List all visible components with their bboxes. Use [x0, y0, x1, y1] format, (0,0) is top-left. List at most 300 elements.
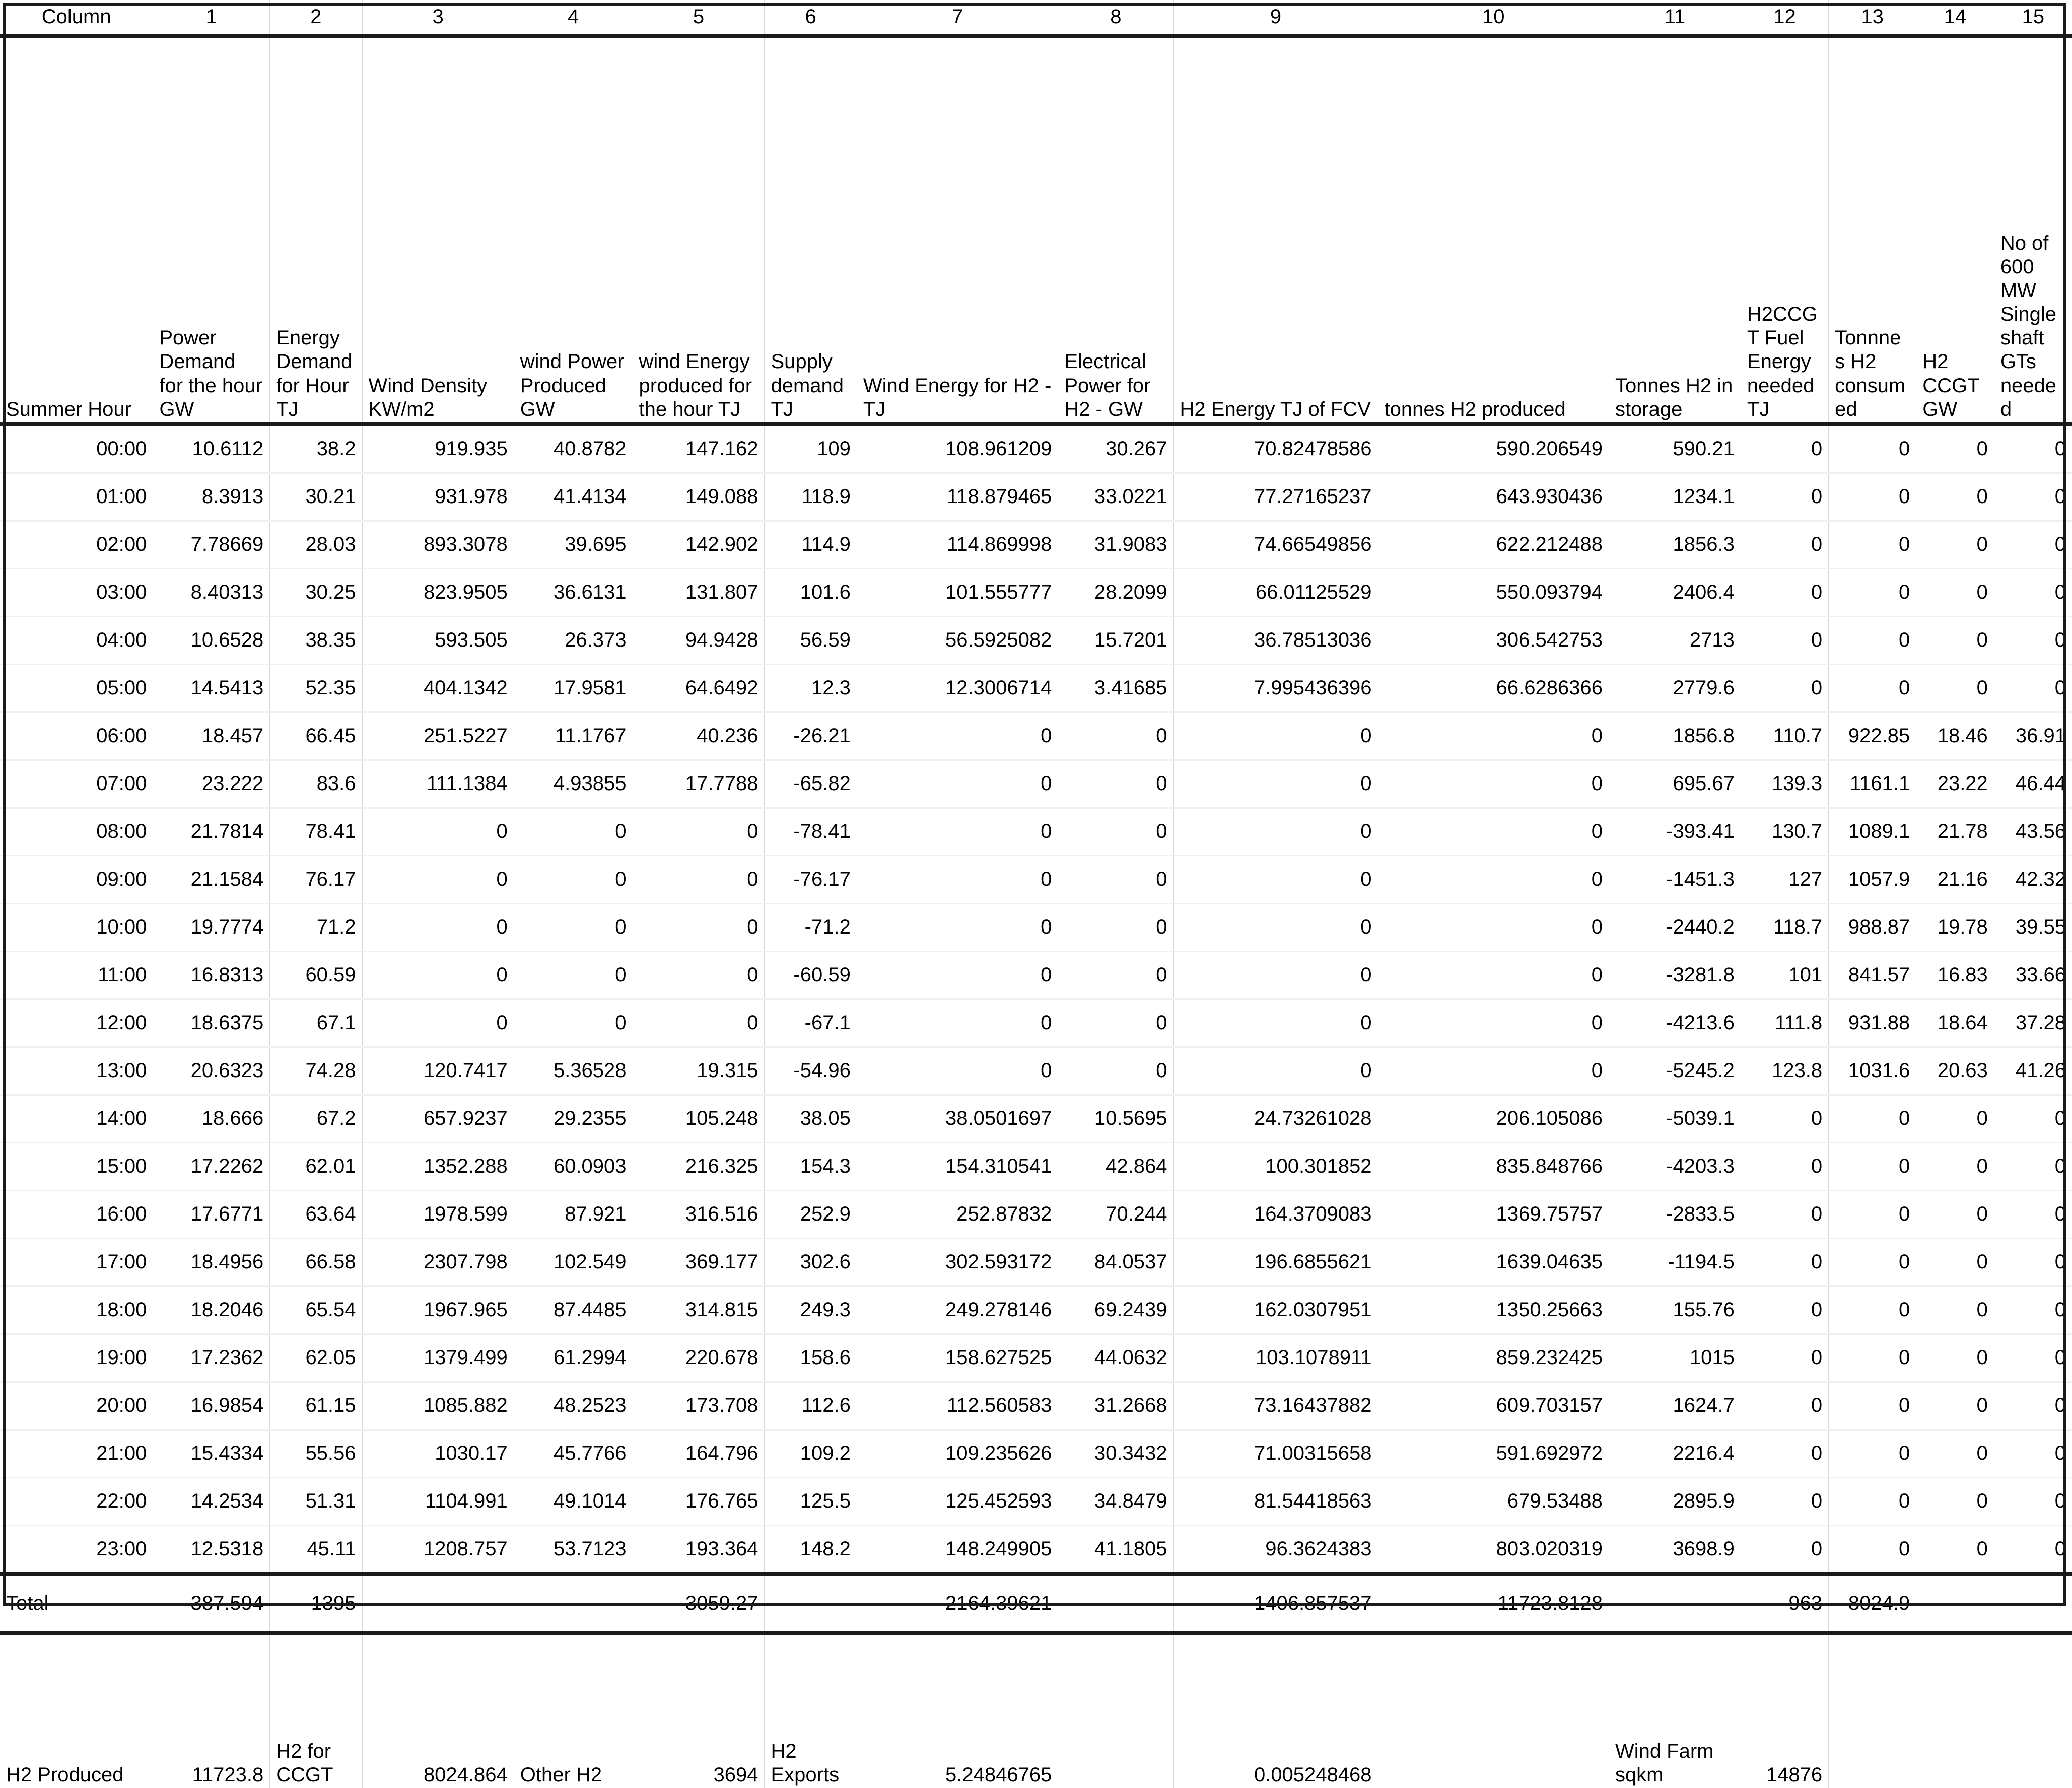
cell-col-8: 31.9083: [1058, 521, 1173, 569]
cell-col-9: 196.6855621: [1173, 1239, 1378, 1286]
cell-col-13: 1161.1: [1829, 760, 1916, 808]
cell-col-12: 118.7: [1741, 904, 1828, 952]
total-cell-11: [1609, 1575, 1741, 1633]
cell-col-14: 20.63: [1916, 1047, 1994, 1095]
cell-col-14: 0: [1916, 424, 1994, 473]
row-hour-label: 17:00: [0, 1239, 153, 1286]
cell-col-2: 62.05: [270, 1334, 362, 1382]
cell-col-5: 216.325: [633, 1143, 765, 1191]
cell-col-15: 0: [1994, 1286, 2072, 1334]
cell-col-8: 28.2099: [1058, 569, 1173, 617]
total-cell-2: 1395: [270, 1575, 362, 1633]
row-hour-label: 22:00: [0, 1478, 153, 1526]
cell-col-8: 15.7201: [1058, 617, 1173, 665]
cell-col-12: 111.8: [1741, 999, 1828, 1047]
cell-col-12: 0: [1741, 1286, 1828, 1334]
cell-col-10: 0: [1378, 760, 1609, 808]
cell-col-2: 28.03: [270, 521, 362, 569]
cell-col-2: 51.31: [270, 1478, 362, 1526]
cell-col-5: 176.765: [633, 1478, 765, 1526]
cell-col-7: 109.235626: [857, 1430, 1058, 1478]
cell-col-4: 4.93855: [514, 760, 633, 808]
cell-col-1: 18.4956: [153, 1239, 270, 1286]
footer-blank-11: [1378, 1633, 1609, 1788]
cell-col-5: 149.088: [633, 473, 765, 521]
total-cell-10: 11723.8128: [1378, 1575, 1609, 1633]
row-hour-label: 01:00: [0, 473, 153, 521]
footer-h2-for-ccgt-value: 8024.864: [362, 1633, 514, 1788]
total-cell-5: 3059.27: [633, 1575, 765, 1633]
cell-col-3: 1208.757: [362, 1526, 514, 1575]
table-row: [0, 856, 2072, 904]
cell-col-6: 112.6: [765, 1382, 857, 1430]
cell-col-14: 16.83: [1916, 952, 1994, 999]
header-wind-density: Wind Density KW/m2: [362, 36, 514, 424]
cell-col-8: 0: [1058, 999, 1173, 1047]
cell-col-15: 41.26: [1994, 1047, 2072, 1095]
row-hour-label: 03:00: [0, 569, 153, 617]
cell-col-14: 0: [1916, 1334, 1994, 1382]
cell-col-15: 0: [1994, 569, 2072, 617]
cell-col-8: 44.0632: [1058, 1334, 1173, 1382]
table-row: [0, 1095, 2072, 1143]
cell-col-6: 154.3: [765, 1143, 857, 1191]
cell-col-8: 30.3432: [1058, 1430, 1173, 1478]
cell-col-10: 1639.04635: [1378, 1239, 1609, 1286]
total-row: [0, 1575, 2072, 1633]
cell-col-2: 67.1: [270, 999, 362, 1047]
cell-col-11: -4203.3: [1609, 1143, 1741, 1191]
cell-col-13: 0: [1829, 1143, 1916, 1191]
cell-col-8: 34.8479: [1058, 1478, 1173, 1526]
cell-col-11: -393.41: [1609, 808, 1741, 856]
cell-col-8: 84.0537: [1058, 1239, 1173, 1286]
total-cell-4: [514, 1575, 633, 1633]
cell-col-9: 100.301852: [1173, 1143, 1378, 1191]
table-row: [0, 569, 2072, 617]
cell-col-12: 0: [1741, 1334, 1828, 1382]
cell-col-1: 17.2262: [153, 1143, 270, 1191]
cell-col-5: 0: [633, 904, 765, 952]
table-row: [0, 760, 2072, 808]
footer-other-h2-value: 3694: [633, 1633, 765, 1788]
cell-col-14: 18.64: [1916, 999, 1994, 1047]
cell-col-6: -67.1: [765, 999, 857, 1047]
cell-col-2: 30.25: [270, 569, 362, 617]
row-hour-label: 10:00: [0, 904, 153, 952]
cell-col-1: 14.2534: [153, 1478, 270, 1526]
cell-col-5: 17.7788: [633, 760, 765, 808]
column-number-4: 4: [514, 0, 633, 36]
cell-col-6: 148.2: [765, 1526, 857, 1575]
cell-col-10: 0: [1378, 856, 1609, 904]
cell-col-10: 622.212488: [1378, 521, 1609, 569]
table-row: [0, 521, 2072, 569]
cell-col-10: 0: [1378, 808, 1609, 856]
cell-col-15: 0: [1994, 521, 2072, 569]
cell-col-14: 0: [1916, 617, 1994, 665]
cell-col-13: 0: [1829, 1095, 1916, 1143]
cell-col-4: 36.6131: [514, 569, 633, 617]
cell-col-5: 314.815: [633, 1286, 765, 1334]
cell-col-2: 65.54: [270, 1286, 362, 1334]
cell-col-2: 62.01: [270, 1143, 362, 1191]
cell-col-13: 0: [1829, 424, 1916, 473]
cell-col-10: 1369.75757: [1378, 1191, 1609, 1239]
cell-col-2: 60.59: [270, 952, 362, 999]
cell-col-15: 43.56: [1994, 808, 2072, 856]
cell-col-9: 0: [1173, 856, 1378, 904]
cell-col-9: 71.00315658: [1173, 1430, 1378, 1478]
cell-col-4: 5.36528: [514, 1047, 633, 1095]
cell-col-6: 101.6: [765, 569, 857, 617]
cell-col-8: 30.267: [1058, 424, 1173, 473]
table-row: [0, 1334, 2072, 1382]
cell-col-2: 66.45: [270, 712, 362, 760]
cell-col-10: 550.093794: [1378, 569, 1609, 617]
cell-col-1: 15.4334: [153, 1430, 270, 1478]
cell-col-9: 81.54418563: [1173, 1478, 1378, 1526]
cell-col-7: 12.3006714: [857, 665, 1058, 712]
header-h2-ccgt-gw: H2 CCGT GW: [1916, 36, 1994, 424]
cell-col-14: 0: [1916, 1239, 1994, 1286]
cell-col-6: -65.82: [765, 760, 857, 808]
cell-col-10: 0: [1378, 904, 1609, 952]
cell-col-4: 48.2523: [514, 1382, 633, 1430]
cell-col-15: 0: [1994, 665, 2072, 712]
cell-col-6: -71.2: [765, 904, 857, 952]
cell-col-7: 158.627525: [857, 1334, 1058, 1382]
cell-col-9: 96.3624383: [1173, 1526, 1378, 1575]
row-hour-label: 13:00: [0, 1047, 153, 1095]
cell-col-12: 0: [1741, 569, 1828, 617]
cell-col-13: 0: [1829, 617, 1916, 665]
cell-col-8: 69.2439: [1058, 1286, 1173, 1334]
row-hour-label: 07:00: [0, 760, 153, 808]
column-number-9: 9: [1173, 0, 1378, 36]
cell-col-15: 0: [1994, 1095, 2072, 1143]
cell-col-3: 111.1384: [362, 760, 514, 808]
footer-blank-15: [1916, 1633, 1994, 1788]
cell-col-1: 21.7814: [153, 808, 270, 856]
cell-col-5: 19.315: [633, 1047, 765, 1095]
cell-col-13: 841.57: [1829, 952, 1916, 999]
cell-col-10: 859.232425: [1378, 1334, 1609, 1382]
cell-col-5: 173.708: [633, 1382, 765, 1430]
cell-col-9: 73.16437882: [1173, 1382, 1378, 1430]
cell-col-3: 919.935: [362, 424, 514, 473]
cell-col-11: 155.76: [1609, 1286, 1741, 1334]
table-row: [0, 1430, 2072, 1478]
cell-col-7: 0: [857, 1047, 1058, 1095]
header-supply-demand: Supply demand TJ: [765, 36, 857, 424]
row-hour-label: 12:00: [0, 999, 153, 1047]
cell-col-1: 19.7774: [153, 904, 270, 952]
cell-col-6: -76.17: [765, 856, 857, 904]
cell-col-11: -5039.1: [1609, 1095, 1741, 1143]
cell-col-12: 0: [1741, 1526, 1828, 1575]
cell-col-13: 0: [1829, 1239, 1916, 1286]
header-h2-energy-fcv: H2 Energy TJ of FCV: [1173, 36, 1378, 424]
cell-col-5: 142.902: [633, 521, 765, 569]
cell-col-8: 0: [1058, 856, 1173, 904]
cell-col-15: 33.66: [1994, 952, 2072, 999]
cell-col-1: 18.666: [153, 1095, 270, 1143]
cell-col-14: 0: [1916, 1095, 1994, 1143]
cell-col-15: 42.32: [1994, 856, 2072, 904]
cell-col-1: 23.222: [153, 760, 270, 808]
header-wind-power-produced: wind Power Produced GW: [514, 36, 633, 424]
cell-col-13: 0: [1829, 1191, 1916, 1239]
cell-col-7: 114.869998: [857, 521, 1058, 569]
cell-col-1: 16.9854: [153, 1382, 270, 1430]
table-row: [0, 617, 2072, 665]
cell-col-5: 164.796: [633, 1430, 765, 1478]
footer-wind-farm-sqkm-label: Wind Farm sqkm: [1609, 1633, 1741, 1788]
cell-col-6: 158.6: [765, 1334, 857, 1382]
cell-col-2: 74.28: [270, 1047, 362, 1095]
cell-col-10: 835.848766: [1378, 1143, 1609, 1191]
cell-col-12: 139.3: [1741, 760, 1828, 808]
cell-col-11: -5245.2: [1609, 1047, 1741, 1095]
column-number-6: 6: [765, 0, 857, 36]
cell-col-13: 931.88: [1829, 999, 1916, 1047]
cell-col-4: 102.549: [514, 1239, 633, 1286]
cell-col-10: 803.020319: [1378, 1526, 1609, 1575]
cell-col-14: 0: [1916, 1143, 1994, 1191]
cell-col-7: 118.879465: [857, 473, 1058, 521]
cell-col-15: 0: [1994, 1191, 2072, 1239]
cell-col-9: 164.3709083: [1173, 1191, 1378, 1239]
cell-col-3: 823.9505: [362, 569, 514, 617]
cell-col-9: 74.66549856: [1173, 521, 1378, 569]
cell-col-11: 3698.9: [1609, 1526, 1741, 1575]
cell-col-13: 0: [1829, 1526, 1916, 1575]
cell-col-13: 0: [1829, 1430, 1916, 1478]
cell-col-14: 0: [1916, 473, 1994, 521]
cell-col-3: 1085.882: [362, 1382, 514, 1430]
footer-h2-export-ratio: 0.005248468: [1173, 1633, 1378, 1788]
cell-col-5: 220.678: [633, 1334, 765, 1382]
cell-col-14: 21.16: [1916, 856, 1994, 904]
cell-col-3: 657.9237: [362, 1095, 514, 1143]
cell-col-1: 12.5318: [153, 1526, 270, 1575]
column-number-3: 3: [362, 0, 514, 36]
cell-col-9: 36.78513036: [1173, 617, 1378, 665]
cell-col-9: 0: [1173, 1047, 1378, 1095]
cell-col-2: 52.35: [270, 665, 362, 712]
cell-col-8: 0: [1058, 1047, 1173, 1095]
cell-col-11: 2895.9: [1609, 1478, 1741, 1526]
row-hour-label: 02:00: [0, 521, 153, 569]
cell-col-11: 2406.4: [1609, 569, 1741, 617]
column-number-14: 14: [1916, 0, 1994, 36]
column-number-12: 12: [1741, 0, 1828, 36]
cell-col-4: 0: [514, 856, 633, 904]
cell-col-9: 0: [1173, 760, 1378, 808]
cell-col-13: 1057.9: [1829, 856, 1916, 904]
cell-col-7: 154.310541: [857, 1143, 1058, 1191]
cell-col-7: 112.560583: [857, 1382, 1058, 1430]
footer-wind-farm-sqkm-value: 14876: [1741, 1633, 1828, 1788]
cell-col-6: -54.96: [765, 1047, 857, 1095]
cell-col-12: 0: [1741, 665, 1828, 712]
cell-col-14: 0: [1916, 569, 1994, 617]
cell-col-4: 53.7123: [514, 1526, 633, 1575]
cell-col-11: 1015: [1609, 1334, 1741, 1382]
cell-col-10: 1350.25663: [1378, 1286, 1609, 1334]
row-hour-label: 20:00: [0, 1382, 153, 1430]
row-hour-label: 08:00: [0, 808, 153, 856]
cell-col-9: 0: [1173, 952, 1378, 999]
cell-col-2: 78.41: [270, 808, 362, 856]
header-tonnes-h2-produced: tonnes H2 produced: [1378, 36, 1609, 424]
cell-col-2: 76.17: [270, 856, 362, 904]
cell-col-9: 162.0307951: [1173, 1286, 1378, 1334]
cell-col-8: 0: [1058, 760, 1173, 808]
total-cell-9: 1406.857537: [1173, 1575, 1378, 1633]
column-number-15: 15: [1994, 0, 2072, 36]
cell-col-1: 18.6375: [153, 999, 270, 1047]
cell-col-14: 0: [1916, 1382, 1994, 1430]
cell-col-10: 643.930436: [1378, 473, 1609, 521]
cell-col-3: 1030.17: [362, 1430, 514, 1478]
cell-col-3: 893.3078: [362, 521, 514, 569]
cell-col-15: 46.44: [1994, 760, 2072, 808]
cell-col-7: 0: [857, 856, 1058, 904]
cell-col-8: 0: [1058, 712, 1173, 760]
cell-col-11: -1451.3: [1609, 856, 1741, 904]
cell-col-10: 206.105086: [1378, 1095, 1609, 1143]
cell-col-3: 0: [362, 856, 514, 904]
footer-blank-14: [1829, 1633, 1916, 1788]
total-cell-6: [765, 1575, 857, 1633]
cell-col-10: 0: [1378, 712, 1609, 760]
cell-col-15: 0: [1994, 1143, 2072, 1191]
header-power-demand-gw: Power Demand for the hour GW: [153, 36, 270, 424]
footer-blank-9: [1058, 1633, 1173, 1788]
footer-h2-produced-label: H2 Produced: [0, 1633, 153, 1788]
cell-col-14: 0: [1916, 1191, 1994, 1239]
cell-col-5: 40.236: [633, 712, 765, 760]
table-row: [0, 1239, 2072, 1286]
cell-col-11: 2216.4: [1609, 1430, 1741, 1478]
cell-col-15: 0: [1994, 617, 2072, 665]
cell-col-12: 0: [1741, 473, 1828, 521]
cell-col-11: -4213.6: [1609, 999, 1741, 1047]
cell-col-10: 679.53488: [1378, 1478, 1609, 1526]
cell-col-9: 7.995436396: [1173, 665, 1378, 712]
cell-col-6: 118.9: [765, 473, 857, 521]
cell-col-11: 2779.6: [1609, 665, 1741, 712]
cell-col-3: 1352.288: [362, 1143, 514, 1191]
cell-col-15: 0: [1994, 1478, 2072, 1526]
cell-col-6: 252.9: [765, 1191, 857, 1239]
cell-col-4: 61.2994: [514, 1334, 633, 1382]
table-row: [0, 904, 2072, 952]
cell-col-1: 18.457: [153, 712, 270, 760]
cell-col-9: 0: [1173, 999, 1378, 1047]
summary-footer-row: [0, 1633, 2072, 1788]
cell-col-7: 302.593172: [857, 1239, 1058, 1286]
column-number-8: 8: [1058, 0, 1173, 36]
cell-col-12: 127: [1741, 856, 1828, 904]
cell-col-2: 71.2: [270, 904, 362, 952]
cell-col-11: 2713: [1609, 617, 1741, 665]
total-cell-3: [362, 1575, 514, 1633]
cell-col-11: -3281.8: [1609, 952, 1741, 999]
cell-col-4: 0: [514, 808, 633, 856]
cell-col-3: 120.7417: [362, 1047, 514, 1095]
corner-label-column: Column: [0, 0, 153, 36]
cell-col-12: 110.7: [1741, 712, 1828, 760]
cell-col-2: 63.64: [270, 1191, 362, 1239]
row-hour-label: 23:00: [0, 1526, 153, 1575]
row-hour-label: 18:00: [0, 1286, 153, 1334]
cell-col-8: 3.41685: [1058, 665, 1173, 712]
cell-col-9: 103.1078911: [1173, 1334, 1378, 1382]
cell-col-12: 0: [1741, 617, 1828, 665]
row-hour-label: 09:00: [0, 856, 153, 904]
cell-col-7: 125.452593: [857, 1478, 1058, 1526]
cell-col-6: 109.2: [765, 1430, 857, 1478]
cell-col-1: 18.2046: [153, 1286, 270, 1334]
cell-col-9: 70.82478586: [1173, 424, 1378, 473]
cell-col-14: 0: [1916, 1478, 1994, 1526]
row-hour-label: 21:00: [0, 1430, 153, 1478]
cell-col-14: 0: [1916, 1430, 1994, 1478]
table-row: [0, 1382, 2072, 1430]
cell-col-13: 1031.6: [1829, 1047, 1916, 1095]
cell-col-5: 105.248: [633, 1095, 765, 1143]
cell-col-5: 64.6492: [633, 665, 765, 712]
cell-col-9: 66.01125529: [1173, 569, 1378, 617]
cell-col-11: -2440.2: [1609, 904, 1741, 952]
cell-col-2: 38.35: [270, 617, 362, 665]
cell-col-8: 70.244: [1058, 1191, 1173, 1239]
row-hour-label: 14:00: [0, 1095, 153, 1143]
cell-col-2: 83.6: [270, 760, 362, 808]
cell-col-1: 17.6771: [153, 1191, 270, 1239]
header-wind-energy-produced: wind Energy produced for the hour TJ: [633, 36, 765, 424]
cell-col-10: 591.692972: [1378, 1430, 1609, 1478]
column-number-5: 5: [633, 0, 765, 36]
cell-col-7: 252.87832: [857, 1191, 1058, 1239]
row-hour-label: 11:00: [0, 952, 153, 999]
table-row: [0, 1047, 2072, 1095]
cell-col-8: 0: [1058, 808, 1173, 856]
cell-col-5: 0: [633, 856, 765, 904]
cell-col-1: 10.6112: [153, 424, 270, 473]
footer-h2-produced-value: 11723.8: [153, 1633, 270, 1788]
cell-col-15: 0: [1994, 1526, 2072, 1575]
cell-col-11: 1624.7: [1609, 1382, 1741, 1430]
column-header-row: [0, 36, 2072, 424]
cell-col-5: 94.9428: [633, 617, 765, 665]
table-row: [0, 665, 2072, 712]
cell-col-8: 0: [1058, 904, 1173, 952]
column-number-11: 11: [1609, 0, 1741, 36]
cell-col-4: 11.1767: [514, 712, 633, 760]
column-number-7: 7: [857, 0, 1058, 36]
cell-col-9: 77.27165237: [1173, 473, 1378, 521]
row-hour-label: 06:00: [0, 712, 153, 760]
cell-col-6: 302.6: [765, 1239, 857, 1286]
cell-col-7: 0: [857, 999, 1058, 1047]
footer-h2-for-ccgt-label: H2 for CCGT: [270, 1633, 362, 1788]
cell-col-10: 609.703157: [1378, 1382, 1609, 1430]
header-energy-demand-tj: Energy Demand for Hour TJ: [270, 36, 362, 424]
